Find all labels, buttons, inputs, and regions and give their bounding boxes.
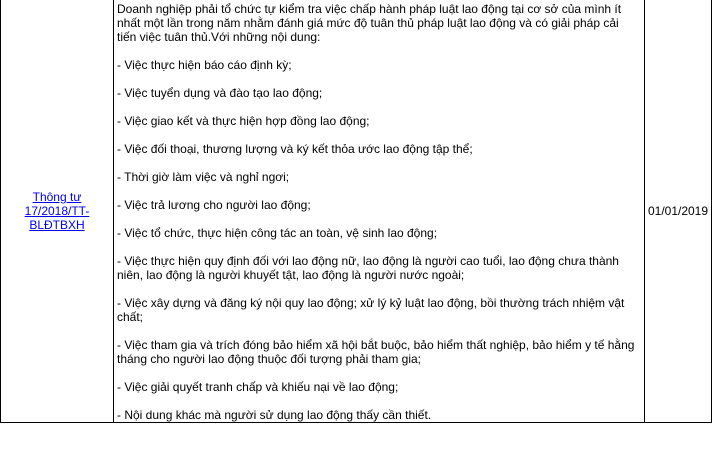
table-row	[1, 0, 712, 423]
list-item: - Nội dung khác mà người sử dụng lao động thấy cần thiết.	[117, 408, 432, 422]
list-item: - Việc xây dựng và đăng ký nội quy lao động; xử lý kỷ luật lao động, bồi thường trách nhiệm vật chất;	[117, 296, 625, 324]
content-cell	[114, 0, 645, 423]
list-item: - Việc tổ chức, thực hiện công tác an toàn, vệ sinh lao động;	[117, 226, 438, 240]
document-cell	[1, 0, 114, 423]
list-item: - Việc tuyển dụng và đào tạo lao động;	[117, 86, 323, 100]
list-item: - Việc tham gia và trích đóng bảo hiểm xã hội bắt buộc, bảo hiểm thất nghiệp, bảo hiểm y tế hằng tháng cho người lao động thuộc đối tượng phải tham gia;	[117, 338, 635, 366]
list-item: - Việc đối thoại, thương lượng và ký kết thỏa ước lao động tập thể;	[117, 142, 473, 156]
effective-date: 01/01/2019	[647, 204, 709, 218]
list-item: - Việc trả lương cho người lao động;	[117, 198, 311, 212]
content-intro: Doanh nghiệp phải tổ chức tự kiểm tra việc chấp hành pháp luật lao động tại cơ sở của mình ít nhất một lần trong năm nhằm đánh giá mức độ tuân thủ pháp luật lao động và có giải pháp cải tiến việc tuân thủ.Với những nội dung:	[117, 2, 622, 44]
list-item: - Việc thực hiện báo cáo định kỳ;	[117, 58, 292, 72]
list-item: - Việc giải quyết tranh chấp và khiếu nại về lao động;	[117, 380, 399, 394]
document-link[interactable]: Thông tư 17/2018/TT-BLĐTBXH	[24, 190, 90, 232]
list-item: - Thời giờ làm việc và nghỉ ngơi;	[117, 170, 290, 184]
date-cell	[645, 0, 712, 423]
list-item: - Việc giao kết và thực hiện hợp đồng lao động;	[117, 114, 370, 128]
list-item: - Việc thực hiện quy định đối với lao động nữ, lao động là người cao tuổi, lao động chưa thành niên, lao động là người khuyết tật, lao động là người nước ngoài;	[117, 254, 619, 282]
